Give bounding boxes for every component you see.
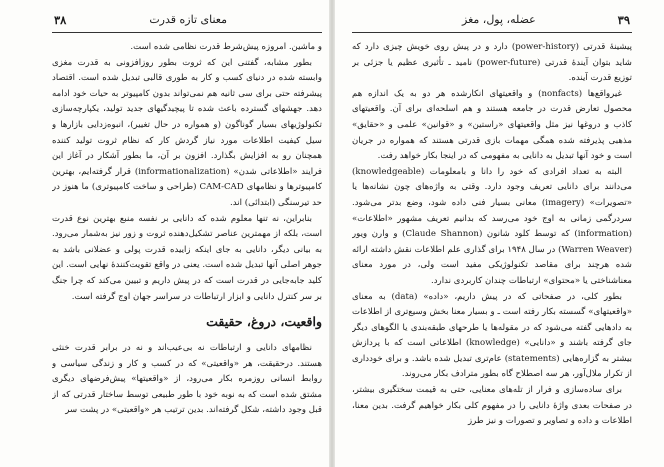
left-paragraph-1: و ماشین. امروزه پیش‌شرط قدرت نظامی شده است. [130,42,322,52]
right-paragraph-5: برای ساده‌سازی و فرار از تله‌های معنایی، حتی به قیمت سختگیری بیشتر، در صفحات بعدی واژهٔ دانایی را در مفهوم کلی بکار خواهیم گرفت. بدین معنا، اطلاعات و داده و تصاویر و تصورات و نیز طرز [352,385,632,427]
book-gutter [329,0,335,467]
right-paragraph-3: البته به تعداد افرادی که خود را دانا و بامعلومات (knowledgeable) می‌دانند برای دانایی تعریف وجود دارد. وقتی به واژه‌های چون نشانه‌ها یا «تصویرات» (imagery) معانی بسیار فنی داده شود، وضع بدتر می‌شود. سردرگمی زمانی به اوج خود می‌رسد که بدانیم تعریف مشهور «اطلاعات» (information) که توسط کلود شانون (Claude Shannon) و وارن ویور (Warren Weaver) در سال ۱۹۴۸ برای گذاری علم اطلاعات نقش داشته ارائه شده هرچند برای مقاصد تکنولوژیکی مفید است ولی، در مورد معنای معناشناختی یا «محتوای» ارتباطات چندان کاربردی ندارد. [352,166,632,286]
right-page-number: ۳۹ [617,13,630,27]
left-paragraph-4: نظامهای دانایی و ارتباطات نه بی‌عیب‌اند و نه در برابر قدرت خنثی هستند. درحقیقت، هر «واقعیتی» که در کسب و کار و زندگی سیاسی و روابط انسانی روزمره بکار می‌رود، از «واقعیتها» پیش‌فرضهای دیگری مشتق شده است که به نوبه خود با طور طبیعی توسط ساختار قدرتی که از قبل وجود داشته، شکل گرفته‌اند. بدین ترتیب هر «واقعیتی» در پشت سر [52,343,322,416]
left-running-title: معنای تازه قدرت [149,13,227,26]
right-page-header [352,8,632,33]
left-page-header [52,8,322,33]
right-paragraph-1: پیشینهٔ قدرتی (power-history) دارد و در پیش روی خویش چیزی دارد که شاید بتوان آیندهٔ قدرتی (power-future) نامید ـ تأثیری عظیم یا جزئی بر توزیع قدرت آینده. [352,42,632,84]
left-page [52,0,322,467]
right-paragraph-2: غیرواقع‌ها (nonfacts) و واقعیتهای انکارشده هر دو به یک اندازه هم محصول تعارض قدرت در جامعه هستند و هم اسلحه‌ای برای آن. واقعیتهای کاذب و دروغها نیز مثل واقعیتهای «راستین» و «قوانین» علمی و «حقایق» مذهبی پذیرفته شده همگی مهمات بازی قدرتی هستند که همواره در جریان است و خود آنها تبدیل به دانایی به مفهومی که در اینجا بکار خواهد رفت. [352,88,632,162]
left-paragraph-2: بطور مشابه، گفتنی این که ثروت بطور روزافزونی به قدرت مغزی وابسته شده در دنیای کسب و کار به طوری قالبی تبدیل شده است. اقتصاد پیشرفته حتی برای سی ثانیه هم نمی‌تواند بدون کامپیوتر به حیات خود ادامه دهد. جهشهای گسترده باعث شده تا پیچیدگیهای جدید تولید، یکپارچه‌سازی تکنولوژیهای بسیار گوناگون (و همواره در حال تغییر)، انبوه‌زدایی بازارها و سیل کیفیت اطلاعات مورد نیاز گردش کار که نظام ثروت تولید کننده همچنان رو به افزایش بگذارد. افزون بر آن، ما بطور آشکار در آغاز این فرایند «اطلاعاتی شدن» (informationalization) قرار گرفته‌ایم، بهترین کامپیوترها و نظامهای CAM-CAD (طراحی و ساخت کامپیوتری) ما هنوز در حد تیرسنگی (ابتدائی) اند. [52,57,322,208]
right-paragraph-4: بطور کلی، در صفحاتی که در پیش داریم، «داده» (data) به معنای «واقعیتهای» گسسته بکار رفته است ـ و بسیار معنا بخش وسیع‌تری از اطلاعات به دادهایی گفته می‌شود که در مقوله‌ها یا طرحهای طبقه‌بندی یا الگوهای دیگر جای گرفته باشند و «دانایی» (knowledge) اطلاعاتی است که با پردازش بیشتر به گزاره‌هایی (statements) عام‌تری تبدیل شده باشد. و برای خودداری از تکرار ملال‌آور، هر سه اصطلاح گاه بطور مترادف بکار می‌روند. [352,291,632,380]
left-page-number: ۳۸ [54,13,67,27]
right-page-body [352,40,632,430]
left-paragraph-3: بنابراین، نه تنها معلوم شده که دانایی بر نفسه منبع بهترین نوع قدرت است، بلکه از مهمترین عناصر تشکیل‌دهنده ثروت و زور نیز به‌شمار می‌رود. به بیانی دیگر، دانایی به جای اینکه زاییده قدرت پولی و عضلانی باشد به جوهر اصلی آنها تبدیل شده است. یعنی در واقع تقویت‌کنندهٔ نهایی است. این کلید جابه‌جایی در قدرت است که در پیش داریم و تبیین می‌کند که چرا جنگ بر سر کنترل دانایی و ابزار ارتباطات در سراسر جهان اوج گرفته است. [52,213,322,302]
right-running-title: عضله، پول، مغز [462,13,536,26]
left-page-body [52,40,322,419]
right-page [352,0,632,467]
section-heading: واقعیت، دروغ، حقیقت [206,314,322,330]
